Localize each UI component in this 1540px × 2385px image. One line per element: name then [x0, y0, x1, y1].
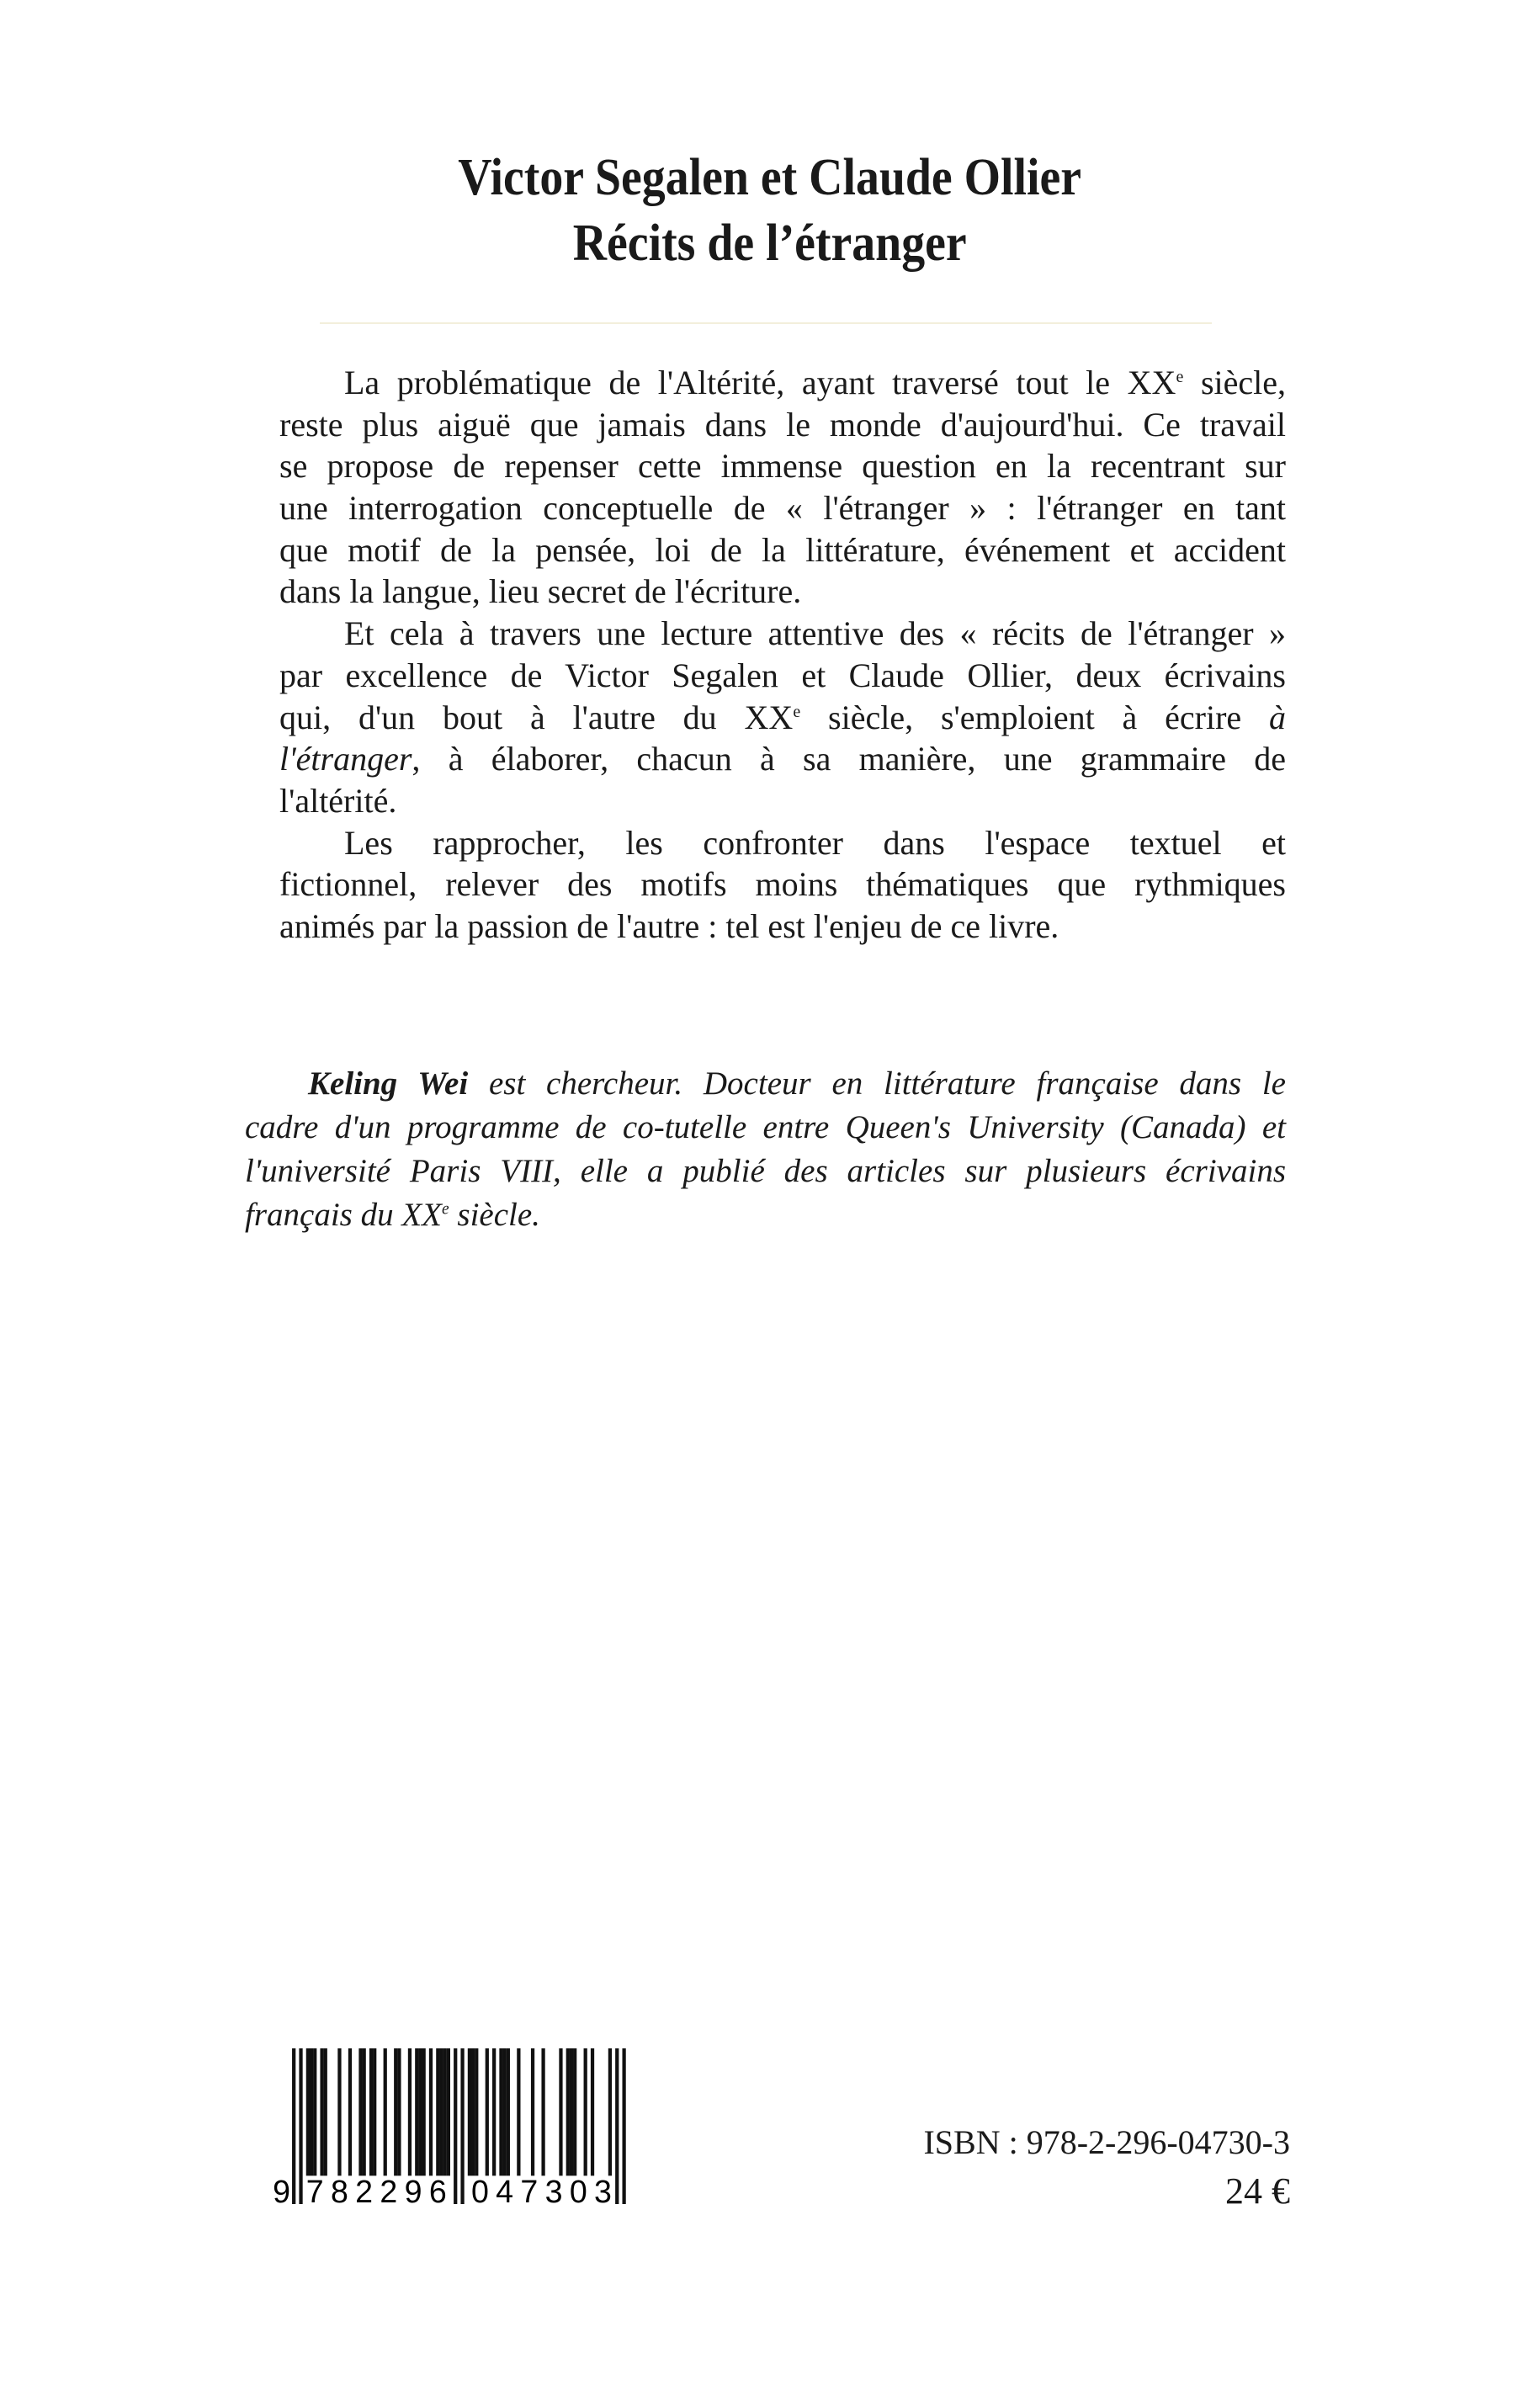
- barcode-bar: [591, 2048, 594, 2175]
- barcode-bar: [415, 2048, 418, 2175]
- superscript: e: [1176, 368, 1184, 386]
- barcode-digit-first: 9: [273, 2173, 290, 2204]
- barcode-bar: [615, 2048, 619, 2204]
- barcode-bar: [447, 2048, 450, 2175]
- barcode-bar: [418, 2048, 422, 2175]
- barcode-bar: [517, 2048, 520, 2175]
- summary-line: Et cela à travers une lecture attentive des « récits de l'étranger »: [344, 614, 1286, 653]
- barcode-bar: [439, 2048, 443, 2175]
- author-bio: [245, 1062, 1286, 1237]
- barcode-bar: [499, 2048, 502, 2175]
- barcode-bar: [348, 2048, 352, 2175]
- summary-line: par excellence de Victor Segalen et Claude Ollier, deux écrivains: [279, 656, 1286, 694]
- barcode-bar: [422, 2048, 426, 2175]
- barcode-bar: [507, 2048, 510, 2175]
- barcode-bar: [471, 2048, 475, 2175]
- barcode-bar: [429, 2048, 433, 2175]
- barcode-bar: [570, 2048, 573, 2175]
- barcode-bar: [397, 2048, 401, 2175]
- barcode-bar: [443, 2048, 447, 2175]
- summary-line: reste plus aiguë que jamais dans le monde d'aujourd'hui. Ce travail: [279, 405, 1286, 444]
- bio-line: [245, 1062, 1286, 1106]
- barcode-bar: [454, 2048, 457, 2204]
- divider: [320, 322, 1212, 324]
- isbn: ISBN : 978-2-296-04730-3: [923, 2123, 1290, 2161]
- bio-line: cadre d'un programme de co-tutelle entre Queen's University (Canada) et: [245, 1109, 1286, 1145]
- summary-line: [279, 697, 1286, 739]
- barcode-bar: [408, 2048, 412, 2175]
- text: est chercheur. Docteur en littérature française dans le: [468, 1065, 1286, 1102]
- summary-line: dans la langue, lieu secret de l'écriture.: [279, 572, 802, 611]
- barcode-bar: [324, 2048, 327, 2175]
- barcode-bar: [358, 2048, 362, 2175]
- barcode-bar: [541, 2048, 544, 2175]
- barcode-bar: [573, 2048, 576, 2175]
- summary-line: une interrogation conceptuelle de « l'étranger » : l'étranger en tant: [279, 489, 1286, 528]
- barcode-bar: [503, 2048, 507, 2175]
- barcode-digits-right: 047303: [470, 2173, 612, 2204]
- barcode-bar: [292, 2048, 295, 2204]
- book-author-title: Victor Segalen et Claude Ollier: [458, 149, 1082, 206]
- summary-line: Les rapprocher, les confronter dans l'espace textuel et: [344, 823, 1286, 862]
- barcode-bar: [486, 2048, 489, 2175]
- book-title: Récits de l’étranger: [572, 215, 967, 272]
- summary-line: se propose de repenser cette immense question en la recentrant sur: [279, 447, 1286, 486]
- barcode-bar: [608, 2048, 612, 2175]
- barcode-bar: [384, 2048, 387, 2175]
- summary-line: fictionnel, relever des motifs moins thématiques que rythmiques: [279, 865, 1286, 904]
- summary-line: [279, 738, 1286, 780]
- barcode-digits-left: 782296: [305, 2173, 447, 2204]
- bio-line: l'université Paris VIII, elle a publié des articles sur plusieurs écrivains: [245, 1153, 1286, 1189]
- barcode-bar: [373, 2048, 376, 2175]
- barcode-bar: [559, 2048, 562, 2175]
- superscript: e: [793, 702, 801, 721]
- barcode-bar: [468, 2048, 471, 2175]
- barcode-bar: [310, 2048, 313, 2175]
- text: La problématique de l'Altérité, ayant traversé tout le XX: [344, 364, 1176, 401]
- barcode-bar: [436, 2048, 439, 2175]
- barcode-bar: [313, 2048, 316, 2175]
- superscript: e: [441, 1200, 449, 1219]
- text: , à élaborer, chacun à sa manière, une grammaire de: [412, 740, 1286, 778]
- bio-line: [245, 1193, 1286, 1237]
- barcode-bar: [566, 2048, 570, 2175]
- barcode-bar: [622, 2048, 625, 2204]
- summary-line: que motif de la pensée, loi de la littérature, événement et accident: [279, 530, 1286, 569]
- author-name: Keling Wei: [308, 1065, 469, 1102]
- text: qui, d'un bout à l'autre du XX: [279, 698, 794, 736]
- summary-line: animés par la passion de l'autre : tel est l'enjeu de ce livre.: [279, 906, 1059, 945]
- barcode-bar: [306, 2048, 310, 2175]
- text: siècle,: [1183, 364, 1286, 401]
- barcode: [271, 2048, 633, 2204]
- text: siècle.: [449, 1197, 540, 1233]
- price: 24 €: [1225, 2170, 1290, 2212]
- text: français du XX: [245, 1197, 442, 1233]
- barcode-bar: [320, 2048, 323, 2175]
- barcode-bar: [492, 2048, 496, 2175]
- text: siècle, s'emploient à écrire: [800, 698, 1269, 736]
- barcode-bar: [584, 2048, 587, 2175]
- barcode-bar: [363, 2048, 366, 2175]
- italic-text: à: [1269, 698, 1286, 736]
- barcode-bar: [337, 2048, 341, 2175]
- barcode-bar: [460, 2048, 464, 2204]
- summary-text: [279, 362, 1286, 948]
- barcode-bar: [531, 2048, 534, 2175]
- summary-line: [279, 362, 1286, 404]
- barcode-bar: [475, 2048, 478, 2175]
- barcode-bar: [299, 2048, 302, 2204]
- summary-line: l'altérité.: [279, 781, 397, 820]
- barcode-bar: [394, 2048, 397, 2175]
- italic-text: l'étranger: [279, 740, 412, 778]
- barcode-bar: [369, 2048, 373, 2175]
